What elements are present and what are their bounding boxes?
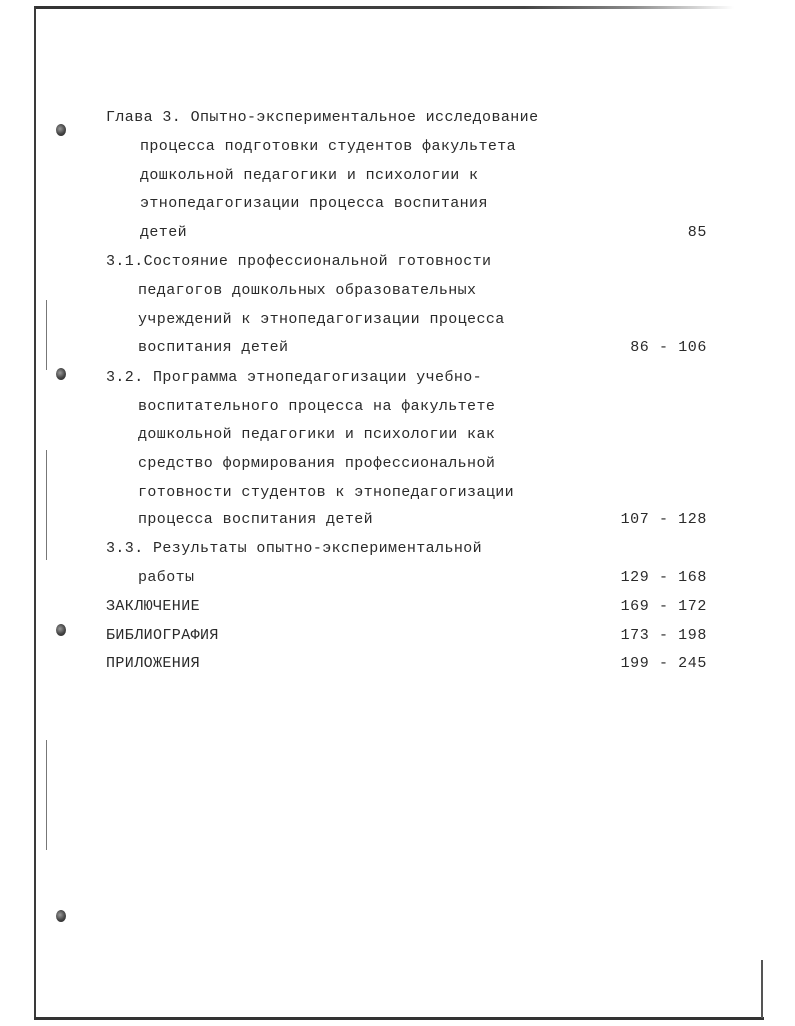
toc-entry-line: 3.3. Результаты опытно-экспериментальной [106, 540, 483, 557]
toc-entry-label: БИБЛИОГРАФИЯ [106, 627, 219, 644]
toc-entry-line: дошкольной педагогики и психологии к [140, 167, 479, 184]
toc-entry-line: процесса подготовки студентов факультета [140, 138, 517, 155]
toc-page-numbers: 199 - 245 [620, 655, 707, 672]
toc-entry-line: учреждений к этнопедагогизации процесса [138, 311, 505, 328]
toc-entry-line: этнопедагогизации процесса воспитания [140, 195, 488, 212]
toc-page-numbers: 169 - 172 [620, 598, 707, 615]
toc-entry-label: ПРИЛОЖЕНИЯ [106, 655, 201, 672]
toc-entry-line: детей [140, 224, 188, 241]
toc-entry-line: Глава 3. Опытно-экспериментальное исследование [106, 109, 539, 126]
toc-entry-label: ЗАКЛЮЧЕНИЕ [106, 598, 201, 615]
toc-entry-line: 3.2. Программа этнопедагогизации учебно- [106, 369, 483, 386]
toc-entry-line: работы [138, 569, 195, 586]
toc-page-numbers: 86 - 106 [630, 339, 707, 356]
toc-entry-line: педагогов дошкольных образовательных [138, 282, 477, 299]
toc-entry-line: 3.1.Состояние профессиональной готовности [106, 253, 492, 270]
toc-entry-line: процесса воспитания детей [138, 511, 374, 528]
toc-page-numbers: 129 - 168 [620, 569, 707, 586]
toc-entry-line: готовности студентов к этнопедагогизации [138, 484, 515, 501]
toc-entry-line: дошкольной педагогики и психологии как [138, 426, 496, 443]
toc-page-numbers: 107 - 128 [620, 511, 707, 528]
toc-entry-line: воспитательного процесса на факультете [138, 398, 496, 415]
toc-entry-line: средство формирования профессиональной [138, 455, 496, 472]
toc-page-numbers: 85 [687, 224, 707, 241]
toc-entry-line: воспитания детей [138, 339, 289, 356]
toc-page-numbers: 173 - 198 [620, 627, 707, 644]
